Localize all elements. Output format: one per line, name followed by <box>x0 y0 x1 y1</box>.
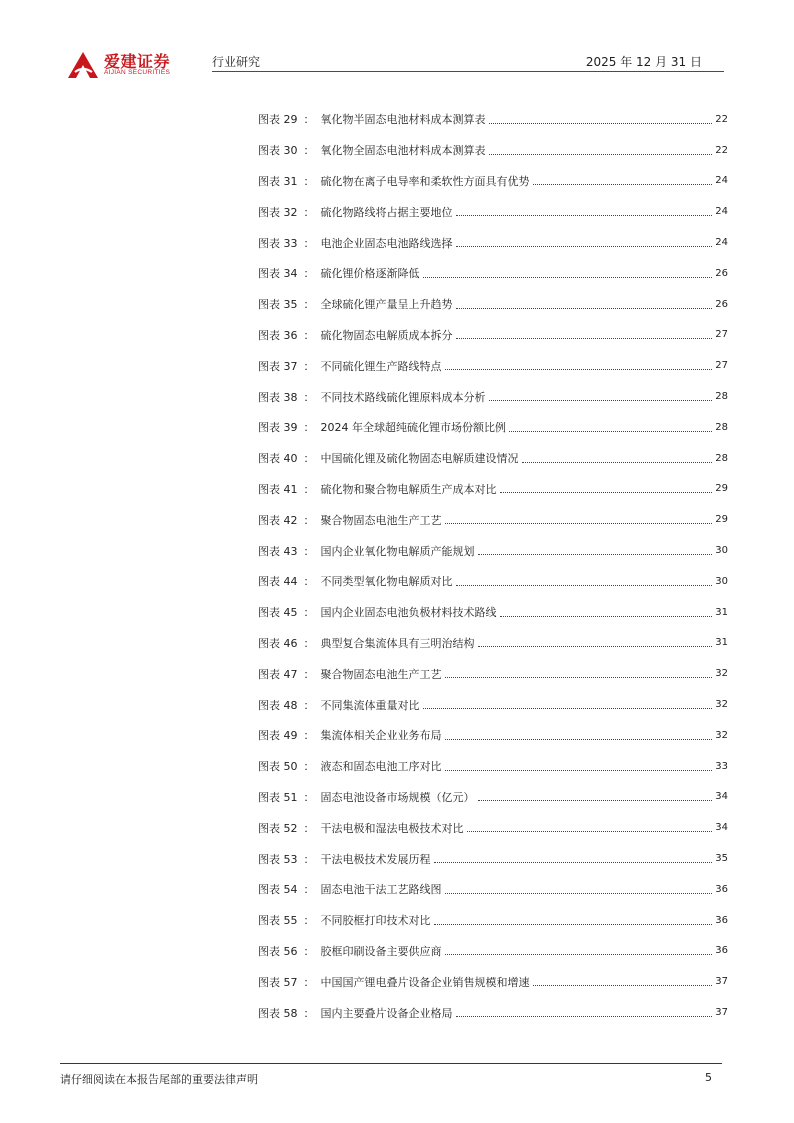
toc-entry[interactable] <box>258 689 728 720</box>
toc-figure-title: 不同类型氧化物电解质对比 <box>320 575 453 589</box>
report-date: 2025 年 12 月 31 日 <box>585 55 702 69</box>
toc-figure-label: 图表 31 <box>258 174 298 188</box>
toc-figure-title: 硫化锂价格逐渐降低 <box>320 267 420 281</box>
toc-separator: ： <box>303 174 315 188</box>
toc-dot-leader <box>509 431 712 432</box>
toc-separator: ： <box>303 482 315 496</box>
toc-entry[interactable] <box>258 227 728 258</box>
toc-separator: ： <box>303 390 315 404</box>
toc-figure-label: 图表 44 <box>258 575 298 589</box>
toc-figure-label: 图表 37 <box>258 359 298 373</box>
toc-entry[interactable] <box>258 104 728 135</box>
toc-separator: ： <box>303 698 315 712</box>
toc-figure-title: 不同硫化锂生产路线特点 <box>320 359 442 373</box>
toc-dot-leader <box>445 893 713 894</box>
toc-figure-title: 集流体相关企业业务布局 <box>320 729 442 743</box>
toc-figure-title: 固态电池干法工艺路线图 <box>320 883 442 897</box>
toc-page-number: 30 <box>715 575 728 587</box>
toc-separator: ： <box>303 575 315 589</box>
toc-separator: ： <box>303 944 315 958</box>
toc-page-number: 34 <box>715 822 728 834</box>
toc-page-number: 31 <box>715 606 728 618</box>
toc-separator: ： <box>303 1006 315 1020</box>
toc-figure-title: 液态和固态电池工序对比 <box>320 760 442 774</box>
toc-figure-title: 氧化物半固态电池材料成本测算表 <box>320 113 486 127</box>
toc-figure-title: 硫化物固态电解质成本拆分 <box>320 328 453 342</box>
page-number: 5 <box>705 1071 712 1084</box>
toc-figure-title: 国内主要叠片设备企业格局 <box>320 1006 453 1020</box>
toc-figure-label: 图表 54 <box>258 883 298 897</box>
toc-figure-label: 图表 57 <box>258 975 298 989</box>
toc-dot-leader <box>456 246 713 247</box>
toc-dot-leader <box>445 954 713 955</box>
toc-figure-label: 图表 46 <box>258 636 298 650</box>
toc-separator: ： <box>303 267 315 281</box>
toc-figure-title: 聚合物固态电池生产工艺 <box>320 513 442 527</box>
toc-page-number: 22 <box>715 144 728 156</box>
toc-dot-leader <box>500 492 713 493</box>
logo-chinese-name: 爱建证券 <box>104 52 171 71</box>
toc-entry[interactable] <box>258 751 728 782</box>
toc-page-number: 28 <box>715 421 728 433</box>
toc-dot-leader <box>423 708 713 709</box>
toc-dot-leader <box>456 338 713 339</box>
toc-figure-label: 图表 58 <box>258 1006 298 1020</box>
toc-figure-title: 电池企业固态电池路线选择 <box>320 236 453 250</box>
toc-dot-leader <box>456 585 713 586</box>
toc-separator: ： <box>303 421 315 435</box>
toc-entry[interactable] <box>258 843 728 874</box>
toc-entry[interactable] <box>258 135 728 166</box>
toc-entry[interactable] <box>258 597 728 628</box>
toc-page-number: 34 <box>715 791 728 803</box>
logo-english-name: AIJIAN SECURITIES <box>104 69 171 76</box>
toc-entry[interactable] <box>258 720 728 751</box>
toc-entry[interactable] <box>258 658 728 689</box>
toc-figure-title: 干法电极和湿法电极技术对比 <box>320 821 464 835</box>
toc-entry[interactable] <box>258 504 728 535</box>
toc-dot-leader <box>489 123 713 124</box>
toc-figure-label: 图表 29 <box>258 113 298 127</box>
toc-entry[interactable] <box>258 289 728 320</box>
toc-dot-leader <box>434 862 713 863</box>
toc-separator: ： <box>303 975 315 989</box>
toc-page-number: 27 <box>715 360 728 372</box>
toc-dot-leader <box>456 308 713 309</box>
toc-page-number: 26 <box>715 267 728 279</box>
toc-figure-title: 聚合物固态电池生产工艺 <box>320 667 442 681</box>
toc-figure-label: 图表 50 <box>258 760 298 774</box>
toc-figure-title: 国内企业氧化物电解质产能规划 <box>320 544 475 558</box>
toc-figure-label: 图表 34 <box>258 267 298 281</box>
toc-page-number: 32 <box>715 729 728 741</box>
toc-dot-leader <box>522 462 713 463</box>
toc-figure-title: 不同集流体重量对比 <box>320 698 420 712</box>
toc-page-number: 32 <box>715 668 728 680</box>
toc-figure-title: 硫化物和聚合物电解质生产成本对比 <box>320 482 497 496</box>
toc-figure-title: 2024 年全球超纯硫化锂市场份额比例 <box>320 421 506 435</box>
toc-figure-label: 图表 43 <box>258 544 298 558</box>
toc-figure-title: 固态电池设备市场规模（亿元） <box>320 790 475 804</box>
toc-separator: ： <box>303 359 315 373</box>
toc-page-number: 37 <box>715 976 728 988</box>
toc-entry[interactable] <box>258 997 728 1028</box>
toc-figure-title: 典型复合集流体具有三明治结构 <box>320 636 475 650</box>
toc-dot-leader <box>445 739 713 740</box>
toc-figure-label: 图表 55 <box>258 914 298 928</box>
toc-page-number: 33 <box>715 760 728 772</box>
toc-page-number: 37 <box>715 1007 728 1018</box>
toc-dot-leader <box>445 677 713 678</box>
toc-figure-title: 全球硫化锂产量呈上升趋势 <box>320 298 453 312</box>
toc-page-number: 28 <box>715 452 728 464</box>
toc-page-number: 36 <box>715 883 728 895</box>
toc-separator: ： <box>303 760 315 774</box>
toc-figure-label: 图表 36 <box>258 328 298 342</box>
toc-page-number: 29 <box>715 514 728 526</box>
toc-dot-leader <box>478 800 713 801</box>
toc-separator: ： <box>303 205 315 219</box>
toc-page-number: 35 <box>715 853 728 865</box>
toc-figure-label: 图表 39 <box>258 421 298 435</box>
toc-separator: ： <box>303 328 315 342</box>
toc-entry[interactable] <box>258 381 728 412</box>
toc-page-number: 22 <box>715 113 728 125</box>
toc-entry[interactable] <box>258 166 728 197</box>
toc-dot-leader <box>500 616 713 617</box>
toc-dot-leader <box>467 831 713 832</box>
toc-dot-leader <box>489 400 713 401</box>
toc-figure-title: 硫化物路线将占据主要地位 <box>320 205 453 219</box>
toc-dot-leader <box>478 646 713 647</box>
toc-figure-title: 中国硫化锂及硫化物固态电解质建设情况 <box>320 452 519 466</box>
toc-entry[interactable] <box>258 196 728 227</box>
toc-figure-label: 图表 41 <box>258 482 298 496</box>
toc-separator: ： <box>303 113 315 127</box>
toc-page-number: 36 <box>715 914 728 926</box>
toc-separator: ： <box>303 544 315 558</box>
toc-separator: ： <box>303 144 315 158</box>
toc-page-number: 30 <box>715 545 728 557</box>
toc-page-number: 27 <box>715 329 728 341</box>
toc-separator: ： <box>303 852 315 866</box>
legal-notice: 请仔细阅读在本报告尾部的重要法律声明 <box>60 1073 258 1086</box>
toc-entry[interactable] <box>258 936 728 967</box>
toc-figure-title: 不同胶框打印技术对比 <box>320 914 431 928</box>
toc-entry[interactable] <box>258 782 728 813</box>
toc-entry[interactable] <box>258 258 728 289</box>
toc-figure-label: 图表 56 <box>258 944 298 958</box>
toc-entry[interactable] <box>258 812 728 843</box>
toc-figure-label: 图表 51 <box>258 790 298 804</box>
logo-mark-icon <box>66 50 100 80</box>
toc-figure-label: 图表 52 <box>258 821 298 835</box>
toc-dot-leader <box>456 215 713 216</box>
report-category: 行业研究 <box>212 55 261 69</box>
toc-figure-label: 图表 48 <box>258 698 298 712</box>
toc-page-number: 36 <box>715 945 728 957</box>
toc-separator: ： <box>303 606 315 620</box>
toc-dot-leader <box>434 924 713 925</box>
page-header <box>0 0 794 80</box>
toc-separator: ： <box>303 298 315 312</box>
toc-figure-title: 中国国产锂电叠片设备企业销售规模和增速 <box>320 975 530 989</box>
toc-dot-leader <box>445 770 713 771</box>
toc-figure-label: 图表 47 <box>258 667 298 681</box>
toc-separator: ： <box>303 236 315 250</box>
toc-figure-title: 不同技术路线硫化锂原料成本分析 <box>320 390 486 404</box>
toc-separator: ： <box>303 636 315 650</box>
toc-separator: ： <box>303 790 315 804</box>
figure-list <box>258 104 728 1028</box>
toc-entry[interactable] <box>258 320 728 351</box>
toc-page-number: 24 <box>715 237 728 249</box>
toc-page-number: 29 <box>715 483 728 495</box>
toc-separator: ： <box>303 883 315 897</box>
toc-figure-title: 干法电极技术发展历程 <box>320 852 431 866</box>
toc-figure-label: 图表 30 <box>258 144 298 158</box>
toc-entry[interactable] <box>258 350 728 381</box>
toc-entry[interactable] <box>258 874 728 905</box>
toc-separator: ： <box>303 667 315 681</box>
toc-page-number: 28 <box>715 391 728 403</box>
toc-entry[interactable] <box>258 966 728 997</box>
toc-entry[interactable] <box>258 628 728 659</box>
toc-figure-title: 胶框印刷设备主要供应商 <box>320 944 442 958</box>
footer-divider <box>60 1063 722 1064</box>
toc-figure-title: 国内企业固态电池负极材料技术路线 <box>320 606 497 620</box>
toc-entry[interactable] <box>258 566 728 597</box>
toc-figure-label: 图表 53 <box>258 852 298 866</box>
toc-figure-title: 硫化物在离子电导率和柔软性方面具有优势 <box>320 174 530 188</box>
toc-figure-label: 图表 49 <box>258 729 298 743</box>
toc-page-number: 24 <box>715 175 728 187</box>
toc-entry[interactable] <box>258 474 728 505</box>
toc-entry[interactable] <box>258 443 728 474</box>
toc-dot-leader <box>533 985 713 986</box>
toc-entry[interactable] <box>258 412 728 443</box>
toc-separator: ： <box>303 914 315 928</box>
toc-figure-title: 氧化物全固态电池材料成本测算表 <box>320 144 486 158</box>
company-logo <box>66 50 186 80</box>
toc-separator: ： <box>303 821 315 835</box>
toc-page-number: 26 <box>715 298 728 310</box>
toc-figure-label: 图表 42 <box>258 513 298 527</box>
toc-figure-label: 图表 33 <box>258 236 298 250</box>
toc-separator: ： <box>303 513 315 527</box>
toc-dot-leader <box>489 154 713 155</box>
toc-dot-leader <box>445 523 713 524</box>
toc-page-number: 31 <box>715 637 728 649</box>
toc-page-number: 24 <box>715 206 728 218</box>
toc-separator: ： <box>303 452 315 466</box>
toc-dot-leader <box>423 277 713 278</box>
toc-entry[interactable] <box>258 905 728 936</box>
toc-figure-label: 图表 35 <box>258 298 298 312</box>
toc-figure-label: 图表 40 <box>258 452 298 466</box>
header-divider <box>212 71 724 72</box>
toc-dot-leader <box>478 554 713 555</box>
toc-dot-leader <box>533 184 713 185</box>
toc-dot-leader <box>445 369 713 370</box>
toc-figure-label: 图表 38 <box>258 390 298 404</box>
toc-figure-label: 图表 45 <box>258 606 298 620</box>
toc-figure-label: 图表 32 <box>258 205 298 219</box>
toc-entry[interactable] <box>258 535 728 566</box>
toc-separator: ： <box>303 729 315 743</box>
toc-dot-leader <box>456 1016 713 1017</box>
toc-page-number: 32 <box>715 699 728 711</box>
